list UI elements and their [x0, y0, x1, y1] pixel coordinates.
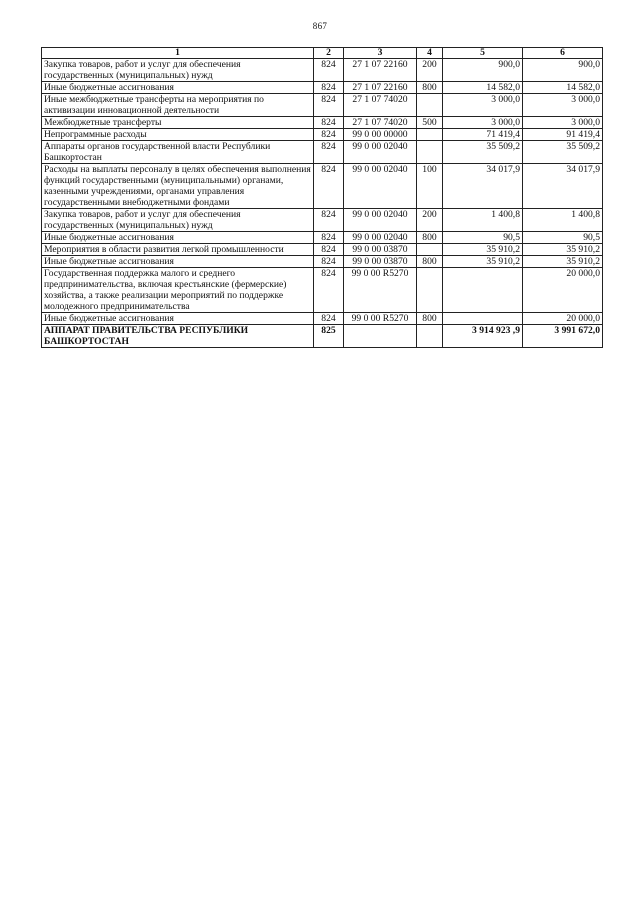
- cell-type: 200: [417, 209, 443, 232]
- cell-article: 99 0 00 R5270: [344, 313, 417, 325]
- cell-sum-1: 90,5: [443, 232, 523, 244]
- table-row: [42, 244, 603, 256]
- cell-sum-1: [443, 313, 523, 325]
- header-cell-type: 4: [417, 48, 443, 59]
- cell-sum-2: 35 509,2: [523, 141, 603, 164]
- cell-type: 100: [417, 164, 443, 209]
- header-row: [42, 48, 603, 59]
- cell-sum-1: [443, 268, 523, 313]
- cell-type: 500: [417, 117, 443, 129]
- table-row: [42, 325, 603, 348]
- table-row: [42, 117, 603, 129]
- cell-sum-1: 35 910,2: [443, 256, 523, 268]
- cell-sum-2: 20 000,0: [523, 313, 603, 325]
- cell-type: 800: [417, 82, 443, 94]
- cell-ministry: 825: [314, 325, 344, 348]
- cell-ministry: 824: [314, 244, 344, 256]
- cell-article: 99 0 00 02040: [344, 209, 417, 232]
- table-row: [42, 232, 603, 244]
- cell-sum-1: 1 400,8: [443, 209, 523, 232]
- table-row: [42, 82, 603, 94]
- cell-sum-2: 90,5: [523, 232, 603, 244]
- cell-ministry: 824: [314, 232, 344, 244]
- cell-sum-1: 900,0: [443, 59, 523, 82]
- cell-name: Государственная поддержка малого и среднего предпринимательства, включая крестьянские (фермерские) хозяйства, а также реализации мероприятий по поддержке молодежного предпринимательства: [42, 268, 314, 313]
- cell-type: 800: [417, 313, 443, 325]
- cell-sum-2: 3 000,0: [523, 117, 603, 129]
- cell-sum-1: 35 910,2: [443, 244, 523, 256]
- header-cell-ministry: 2: [314, 48, 344, 59]
- table-row: [42, 129, 603, 141]
- cell-sum-1: 35 509,2: [443, 141, 523, 164]
- cell-sum-1: 71 419,4: [443, 129, 523, 141]
- cell-article: 27 1 07 74020: [344, 94, 417, 117]
- cell-ministry: 824: [314, 209, 344, 232]
- cell-ministry: 824: [314, 256, 344, 268]
- table-row: [42, 94, 603, 117]
- cell-name: Закупка товаров, работ и услуг для обеспечения государственных (муниципальных) нужд: [42, 59, 314, 82]
- cell-ministry: 824: [314, 141, 344, 164]
- cell-article: 99 0 00 02040: [344, 232, 417, 244]
- cell-sum-2: 3 991 672,0: [523, 325, 603, 348]
- cell-type: [417, 268, 443, 313]
- cell-article: 99 0 00 R5270: [344, 268, 417, 313]
- cell-sum-2: 14 582,0: [523, 82, 603, 94]
- cell-type: [417, 94, 443, 117]
- page-number: 867: [312, 21, 328, 31]
- cell-article: 27 1 07 22160: [344, 59, 417, 82]
- cell-type: [417, 141, 443, 164]
- cell-name: Иные бюджетные ассигнования: [42, 232, 314, 244]
- header-cell-name: 1: [42, 48, 314, 59]
- cell-ministry: 824: [314, 164, 344, 209]
- cell-type: 200: [417, 59, 443, 82]
- cell-name: Закупка товаров, работ и услуг для обеспечения государственных (муниципальных) нужд: [42, 209, 314, 232]
- cell-name: Непрограммные расходы: [42, 129, 314, 141]
- cell-sum-2: 3 000,0: [523, 94, 603, 117]
- header-cell-sum-2: 6: [523, 48, 603, 59]
- cell-article: 99 0 00 03870: [344, 244, 417, 256]
- table-row: [42, 256, 603, 268]
- cell-sum-2: 35 910,2: [523, 256, 603, 268]
- cell-name: Иные бюджетные ассигнования: [42, 313, 314, 325]
- cell-type: 800: [417, 256, 443, 268]
- table-row: [42, 209, 603, 232]
- cell-sum-2: 1 400,8: [523, 209, 603, 232]
- cell-article: 99 0 00 03870: [344, 256, 417, 268]
- cell-name: Расходы на выплаты персоналу в целях обеспечения выполнения функций государственными (муниципальными) органами, казенными учреждениями, органами управления государственными внебюджетными фондами: [42, 164, 314, 209]
- budget-table: [41, 47, 603, 348]
- table-body: [42, 59, 603, 348]
- cell-sum-2: 91 419,4: [523, 129, 603, 141]
- cell-sum-1: 3 000,0: [443, 117, 523, 129]
- cell-name: Иные бюджетные ассигнования: [42, 82, 314, 94]
- cell-ministry: 824: [314, 59, 344, 82]
- table-row: [42, 164, 603, 209]
- cell-ministry: 824: [314, 94, 344, 117]
- cell-article: 99 0 00 00000: [344, 129, 417, 141]
- cell-ministry: 824: [314, 117, 344, 129]
- cell-type: [417, 244, 443, 256]
- cell-article: [344, 325, 417, 348]
- cell-name: Мероприятия в области развития легкой промышленности: [42, 244, 314, 256]
- cell-article: 27 1 07 74020: [344, 117, 417, 129]
- cell-sum-2: 900,0: [523, 59, 603, 82]
- header-cell-sum-1: 5: [443, 48, 523, 59]
- table-row: [42, 268, 603, 313]
- cell-name: АППАРАТ ПРАВИТЕЛЬСТВА РЕСПУБЛИКИ БАШКОРТОСТАН: [42, 325, 314, 348]
- cell-ministry: 824: [314, 313, 344, 325]
- cell-name: Иные межбюджетные трансферты на мероприятия по активизации инновационной деятельности: [42, 94, 314, 117]
- cell-article: 99 0 00 02040: [344, 141, 417, 164]
- cell-sum-2: 34 017,9: [523, 164, 603, 209]
- table-row: [42, 141, 603, 164]
- cell-sum-2: 35 910,2: [523, 244, 603, 256]
- table-row: [42, 313, 603, 325]
- cell-ministry: 824: [314, 129, 344, 141]
- cell-type: 800: [417, 232, 443, 244]
- cell-name: Аппараты органов государственной власти Республики Башкортостан: [42, 141, 314, 164]
- cell-sum-1: 14 582,0: [443, 82, 523, 94]
- cell-type: [417, 129, 443, 141]
- cell-article: 27 1 07 22160: [344, 82, 417, 94]
- cell-sum-1: 34 017,9: [443, 164, 523, 209]
- header-cell-article: 3: [344, 48, 417, 59]
- cell-sum-1: 3 914 923 ,9: [443, 325, 523, 348]
- cell-ministry: 824: [314, 82, 344, 94]
- cell-ministry: 824: [314, 268, 344, 313]
- table-row: [42, 59, 603, 82]
- cell-name: Иные бюджетные ассигнования: [42, 256, 314, 268]
- cell-name: Межбюджетные трансферты: [42, 117, 314, 129]
- cell-article: 99 0 00 02040: [344, 164, 417, 209]
- cell-type: [417, 325, 443, 348]
- cell-sum-1: 3 000,0: [443, 94, 523, 117]
- cell-sum-2: 20 000,0: [523, 268, 603, 313]
